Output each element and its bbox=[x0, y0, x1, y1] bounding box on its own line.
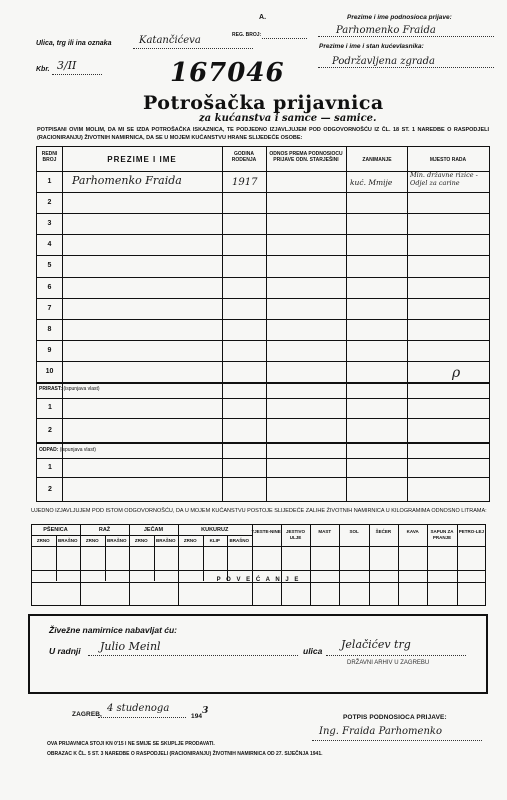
stock-sub-label: ZRNO bbox=[134, 538, 148, 543]
member-row-number: 3 bbox=[47, 220, 52, 228]
povecanje-label: P O V E Ć A N J E bbox=[216, 577, 301, 583]
member-row-divider bbox=[36, 192, 490, 193]
street-value: Katančićeva bbox=[139, 35, 201, 46]
stock-value-line bbox=[31, 570, 486, 571]
footer-year-prefix: 194 bbox=[191, 713, 203, 720]
stock-item-divider bbox=[457, 524, 458, 606]
col-zanimanje: ZANIMANJE bbox=[362, 157, 392, 163]
member-row-number: 1 bbox=[47, 178, 52, 185]
member-row-number: 9 bbox=[47, 346, 52, 354]
shop-value: Julio Meinl bbox=[100, 640, 161, 653]
member-1-year: 1917 bbox=[232, 177, 258, 188]
prirast-row-2: 2 bbox=[48, 427, 52, 434]
member-row-divider bbox=[36, 277, 490, 278]
stock-group-divider bbox=[129, 524, 130, 606]
kbr-value: 3/II bbox=[57, 59, 77, 72]
prirast-row1-line bbox=[36, 418, 490, 419]
member-row-number: 8 bbox=[47, 325, 52, 333]
odpad-label bbox=[39, 447, 96, 453]
kbr-line bbox=[52, 74, 102, 75]
member-row-divider bbox=[36, 340, 490, 341]
handwritten-number: 167046 bbox=[170, 58, 285, 88]
stock-text: UJEDNO IZJAVLJUJEM POD ISTOM ODGOVORNOŠĆU, DA U MOJEM KUĆANSTVU POSTOJE SLIJEDEĆE ZALIHE ŽIVOTNIH NAMIRNICA U KILOGRAMIMA ODNOSNO LITRAMA: bbox=[31, 508, 487, 514]
stock-item-label: ŠEĆER bbox=[375, 529, 392, 534]
stock-sub-divider bbox=[203, 535, 204, 581]
shop-heading: Živežne namirnice nabavljat ću: bbox=[49, 625, 178, 635]
stock-sub-label: ZRNO bbox=[36, 538, 50, 543]
stock-group-divider bbox=[80, 524, 81, 606]
member-row-divider bbox=[36, 298, 490, 299]
stock-item-label: TJESTE-NINE bbox=[251, 529, 281, 534]
stock-group-label: KUKURUZ bbox=[201, 527, 229, 533]
stock-sub-label: KLIP bbox=[209, 538, 220, 543]
prirast-label bbox=[39, 386, 100, 392]
prirast-label-text: PRIRAST: bbox=[39, 386, 63, 392]
col-redni-broj: REDNI BROJ bbox=[41, 151, 58, 163]
odpad-row-2: 2 bbox=[48, 486, 52, 493]
kbr-label: Kbr. bbox=[36, 66, 50, 73]
footer-date-line bbox=[98, 717, 186, 718]
member-row-number: 6 bbox=[47, 283, 52, 291]
landlord-value: Podržavljena zgrada bbox=[332, 56, 435, 67]
landlord-line bbox=[318, 67, 494, 68]
odpad-row1-line bbox=[36, 477, 490, 478]
street-line bbox=[133, 48, 253, 49]
member-1-name: Parhomenko Fraida bbox=[72, 174, 182, 187]
stock-header-line bbox=[31, 546, 486, 547]
odpad-note: (ispunjava vlast) bbox=[59, 447, 96, 453]
odpad-label-text: ODPAD: bbox=[39, 447, 59, 453]
footer-year-suffix: 3 bbox=[202, 706, 209, 716]
stock-sub-label: BRAŠNO bbox=[229, 538, 249, 543]
stock-sub-divider bbox=[154, 535, 155, 581]
members-table bbox=[36, 146, 490, 502]
street-label: Ulica, trg ili ina oznaka bbox=[36, 40, 112, 47]
signature-value: Ing. Fraida Parhomenko bbox=[319, 726, 442, 737]
stock-group-label: RAŽ bbox=[98, 527, 111, 533]
stock-item-label: KAVA bbox=[406, 529, 419, 534]
odpad-header-line bbox=[36, 458, 490, 459]
stock-sub-label: ZRNO bbox=[183, 538, 197, 543]
stock-item-divider bbox=[369, 524, 370, 606]
applicant-name-label: Prezime i ime podnosioca prijave: bbox=[347, 14, 452, 21]
prirast-row-1: 1 bbox=[48, 404, 52, 411]
shop-street-line bbox=[326, 655, 466, 656]
prirast-note: (ispunjava vlast) bbox=[63, 386, 100, 392]
member-row-divider bbox=[36, 361, 490, 362]
stock-item-divider bbox=[281, 524, 282, 606]
odpad-row-1: 1 bbox=[48, 464, 52, 471]
member-1-occupation: kuć. Mmije bbox=[350, 178, 393, 187]
stock-sub-label: BRAŠNO bbox=[57, 538, 78, 543]
footer-note-1: OVA PRIJAVNICA STOJI KN 0'15 I NE SMIJE SE SKUPLJE PRODAVATI. bbox=[47, 741, 215, 747]
landlord-label: Prezime i ime i stan kućevlasnika: bbox=[319, 43, 424, 50]
prirast-bottom-line bbox=[36, 442, 490, 444]
stock-sub-label: BRAŠNO bbox=[155, 538, 176, 543]
stock-item-label: SAPUN ZA PRANJE bbox=[430, 529, 454, 540]
signature-line bbox=[312, 740, 482, 741]
prirast-top-line bbox=[36, 382, 490, 384]
stock-item-label: SOL bbox=[349, 529, 359, 534]
form-letter-mark: A. bbox=[259, 14, 267, 21]
stock-sub-divider bbox=[56, 535, 57, 581]
footer-date: 4 studenoga bbox=[107, 703, 170, 714]
signature-label: POTPIS PODNOSIOCA PRIJAVE: bbox=[343, 714, 447, 721]
footer-city: ZAGREB, bbox=[72, 711, 102, 718]
archive-stamp: DRŽAVNI ARHIV U ZAGREBU bbox=[347, 660, 430, 666]
stock-group-label: JEČAM bbox=[143, 527, 164, 533]
stock-item-divider bbox=[310, 524, 311, 606]
stock-group-divider bbox=[178, 524, 179, 606]
member-row-number: 2 bbox=[47, 199, 52, 207]
form-title: Potrošačka prijavnica bbox=[143, 92, 384, 114]
row-10-mark: ρ bbox=[452, 365, 461, 381]
stock-group-label: PŠENICA bbox=[43, 527, 68, 533]
member-row-divider bbox=[36, 319, 490, 320]
applicant-name-value: Parhomenko Fraida bbox=[336, 25, 436, 36]
stock-group-underline bbox=[31, 535, 252, 536]
stock-sub-label: ZRNO bbox=[85, 538, 99, 543]
stock-sub-label: BRAŠNO bbox=[106, 538, 127, 543]
stock-table bbox=[31, 524, 486, 606]
member-1-workplace: Min. državne rizice - Odjel za carine bbox=[410, 171, 478, 187]
stock-sub-divider bbox=[105, 535, 106, 581]
stock-item-divider bbox=[398, 524, 399, 606]
member-row-number: 5 bbox=[47, 262, 52, 270]
shop-label: U radnji bbox=[49, 646, 81, 656]
footer-note-2: OBRAZAC K ČL. 5 ST. 3 NAREDBE O RASPODJELI (RACIONIRANJU) ŽIVOTNIH NAMIRNICA OD 27. SIJEČNJA 1941. bbox=[47, 751, 323, 757]
member-row-divider bbox=[36, 213, 490, 214]
prirast-name-divider bbox=[222, 382, 223, 502]
stock-item-label: PETRO-LEJ bbox=[458, 529, 484, 534]
member-row-number: 4 bbox=[47, 241, 52, 249]
reg-broj-line bbox=[262, 38, 307, 39]
shop-line bbox=[88, 655, 298, 656]
stock-item-label: JESTIVO ULJE bbox=[285, 529, 305, 540]
member-row-divider bbox=[36, 255, 490, 256]
stock-item-label: MAST bbox=[318, 529, 332, 534]
prirast-header-line bbox=[36, 398, 490, 399]
stock-group-divider bbox=[252, 524, 253, 606]
form-subtitle: za kućanstva i samce — samice. bbox=[199, 113, 377, 124]
member-row-divider bbox=[36, 234, 490, 235]
col-odnos: ODNOS PREMA PODNOSIOCU PRIJAVE ODN. STARJEŠINI bbox=[269, 151, 343, 163]
reg-broj-label: REG. BROJ: bbox=[232, 32, 262, 38]
applicant-name-line bbox=[318, 36, 494, 37]
member-row-number: 7 bbox=[47, 304, 52, 312]
stock-sub-divider bbox=[227, 535, 228, 581]
footer-year bbox=[191, 706, 209, 721]
stock-item-divider bbox=[339, 524, 340, 606]
col-mjesto-rada: MJESTO RADA bbox=[429, 157, 467, 163]
intro-text: POTPISANI OVIM MOLIM, DA MI SE IZDA POTROŠAČKA ISKAZNICA, TE PODJEDNO IZJAVLJUJEM POD ODGOVORNOŠĆU IZ ČL. 18 ST. 1 NAREDBE O RASPODJELI (RACIONIRANJU) ŽIVOTNIH NAMIRNICA, DA SE U MOJEM KUĆANSTVU HRANE SLIJEDEĆE OSOBE: bbox=[37, 127, 489, 141]
member-row-number: 10 bbox=[45, 367, 54, 375]
shop-street-value: Jelačićev trg bbox=[341, 638, 411, 651]
col-prezime-ime: PREZIME I IME bbox=[107, 155, 177, 164]
stock-item-divider bbox=[427, 524, 428, 606]
shop-street-label: ulica bbox=[303, 646, 323, 656]
col-godina-rodenja: GODINA RODENJA bbox=[231, 151, 257, 163]
